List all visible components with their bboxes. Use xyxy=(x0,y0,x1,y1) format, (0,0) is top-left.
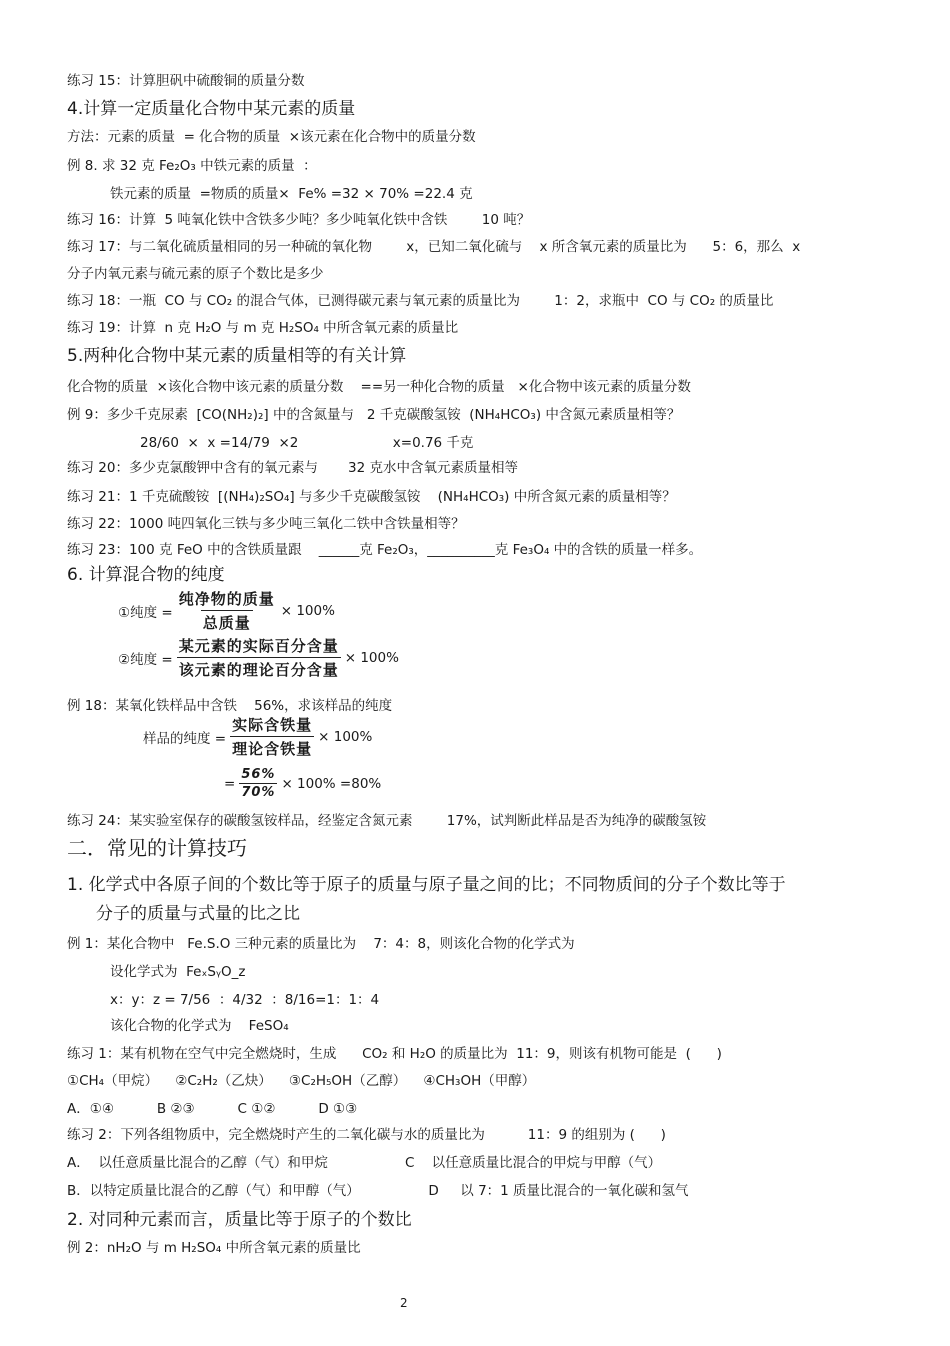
formula-label: ①纯度 = xyxy=(118,604,173,621)
section-heading: 2. 对同种元素而言，质量比等于原子的个数比 xyxy=(67,1210,412,1230)
text-line: 例 8. 求 32 克 Fe₂O₃ 中铁元素的质量 ： xyxy=(67,158,317,174)
text-line: 方法：元素的质量 = 化合物的质量 ×该元素在化合物中的质量分数 xyxy=(67,129,476,145)
purity-result-formula xyxy=(224,767,381,800)
section-heading: 5.两种化合物中某元素的质量相等的有关计算 xyxy=(67,346,407,366)
denominator: 总质量 xyxy=(201,610,253,633)
text-line: 练习 18：一瓶 CO 与 CO₂ 的混合气体，已测得碳元素与氧元素的质量比为 1：2，求瓶中 CO 与 CO₂ 的质量比 xyxy=(67,293,774,309)
text-line: 练习 2：下列各组物质中，完全燃烧时产生的二氧化碳与水的质量比为 11：9 的组别为 ( ) xyxy=(67,1127,666,1143)
formula-label: = xyxy=(224,775,236,792)
text-line: B．以特定质量比混合的乙醇（气）和甲醇（气） D 以 7：1 质量比混合的一氧化碳和氢气 xyxy=(67,1183,689,1199)
text-line: 分子内氧元素与硫元素的原子个数比是多少 xyxy=(67,266,324,282)
section-heading: 4.计算一定质量化合物中某元素的质量 xyxy=(67,99,356,119)
section-heading: 1. 化学式中各原子间的个数比等于原子的质量与原子量之间的比；不同物质间的分子个数比等于 xyxy=(67,875,786,895)
text-line: 练习 19：计算 n 克 H₂O 与 m 克 H₂SO₄ 中所含氧元素的质量比 xyxy=(67,320,459,336)
fraction xyxy=(239,767,277,800)
text-line: 练习 16：计算 5 吨氧化铁中含铁多少吨？多少吨氧化铁中含铁 10 吨？ xyxy=(67,212,531,228)
text-line: 练习 20：多少克氯酸钾中含有的氧元素与 32 克水中含氧元素质量相等 xyxy=(67,460,518,476)
text-line: 练习 21：1 千克硫酸铵 [(NH₄)₂SO₄] 与多少千克碳酸氢铵 (NH₄HCO₃) 中所含氮元素的质量相等？ xyxy=(67,489,676,505)
section-heading: 6. 计算混合物的纯度 xyxy=(67,565,225,585)
denominator: 该元素的理论百分含量 xyxy=(177,657,341,680)
text-line: 例 9：多少千克尿素 [CO(NH₂)₂] 中的含氮量与 2 千克碳酸氢铵 (NH₄HCO₃) 中含氮元素质量相等？ xyxy=(67,407,681,423)
purity-formula-1 xyxy=(118,588,335,633)
text-line: 练习 24：某实验室保存的碳酸氢铵样品，经鉴定含氮元素 17%，试判断此样品是否为纯净的碳酸氢铵 xyxy=(67,813,707,829)
text-line: 铁元素的质量 =物质的质量× Fe% =32 × 70% =22.4 克 xyxy=(110,186,473,202)
purity-formula-2 xyxy=(118,635,399,680)
formula-tail: × 100% xyxy=(344,649,399,666)
formula-tail: × 100% xyxy=(280,602,335,619)
text-line: 练习 15：计算胆矾中硫酸铜的质量分数 xyxy=(67,73,305,89)
text-line: 该化合物的化学式为 FeSO₄ xyxy=(110,1018,289,1034)
denominator: 70% xyxy=(241,785,276,800)
text-line: 设化学式为 FeₓSᵧO_z xyxy=(110,964,246,980)
text-line: x：y：z = 7/56 ：4/32 ：8/16=1：1：4 xyxy=(110,992,380,1008)
fraction xyxy=(230,714,314,759)
text-line: 练习 23：100 克 FeO 中的含铁质量跟 ______克 Fe₂O₃，__________克 Fe₃O₄ 中的含铁的质量一样多。 xyxy=(67,542,703,558)
numerator: 某元素的实际百分含量 xyxy=(178,637,339,655)
text-line: 化合物的质量 ×该化合物中该元素的质量分数 ==另一种化合物的质量 ×化合物中该元素的质量分数 xyxy=(67,379,691,395)
text-line: 例 1：某化合物中 Fe.S.O 三种元素的质量比为 7：4：8，则该化合物的化学式为 xyxy=(67,936,575,952)
text-line: 28/60 × x =14/79 ×2 x=0.76 千克 xyxy=(140,435,474,451)
numerator: 纯净物的质量 xyxy=(178,590,275,608)
chapter-heading: 二．常见的计算技巧 xyxy=(67,836,247,860)
sample-purity-formula xyxy=(143,714,372,759)
text-line: 例 2：nH₂O 与 m H₂SO₄ 中所含氧元素的质量比 xyxy=(67,1240,361,1256)
fraction xyxy=(177,635,341,680)
text-line: 例 18：某氧化铁样品中含铁 56%，求该样品的纯度 xyxy=(67,698,393,714)
page-number: 2 xyxy=(400,1296,408,1310)
formula-label: 样品的纯度 = xyxy=(143,730,227,747)
text-line: A． 以任意质量比混合的乙醇（气）和甲烷 C 以任意质量比混合的甲烷与甲醇（气） xyxy=(67,1155,662,1171)
text-line: 练习 22：1000 吨四氧化三铁与多少吨三氧化二铁中含铁量相等？ xyxy=(67,516,465,532)
formula-tail: × 100% =80% xyxy=(281,775,382,792)
numerator: 56% xyxy=(241,767,276,782)
text-line: 练习 1：某有机物在空气中完全燃烧时，生成 CO₂ 和 H₂O 的质量比为 11：9，则该有机物可能是 ( ) xyxy=(67,1046,722,1062)
text-line: ①CH₄（甲烷） ②C₂H₂（乙炔） ③C₂H₅OH（乙醇） ④CH₃OH（甲醇） xyxy=(67,1073,536,1089)
denominator: 理论含铁量 xyxy=(230,736,314,759)
formula-tail: × 100% xyxy=(318,728,373,745)
text-line: A．①④ B ②③ C ①② D ①③ xyxy=(67,1101,358,1117)
numerator: 实际含铁量 xyxy=(232,716,313,734)
fraction xyxy=(177,588,277,633)
text-line: 练习 17：与二氧化硫质量相同的另一种硫的氧化物 x，已知二氧化硫与 x 所含氧元素的质量比为 5：6，那么 x xyxy=(67,239,801,255)
section-heading: 分子的质量与式量的比之比 xyxy=(96,904,300,924)
formula-label: ②纯度 = xyxy=(118,651,173,668)
